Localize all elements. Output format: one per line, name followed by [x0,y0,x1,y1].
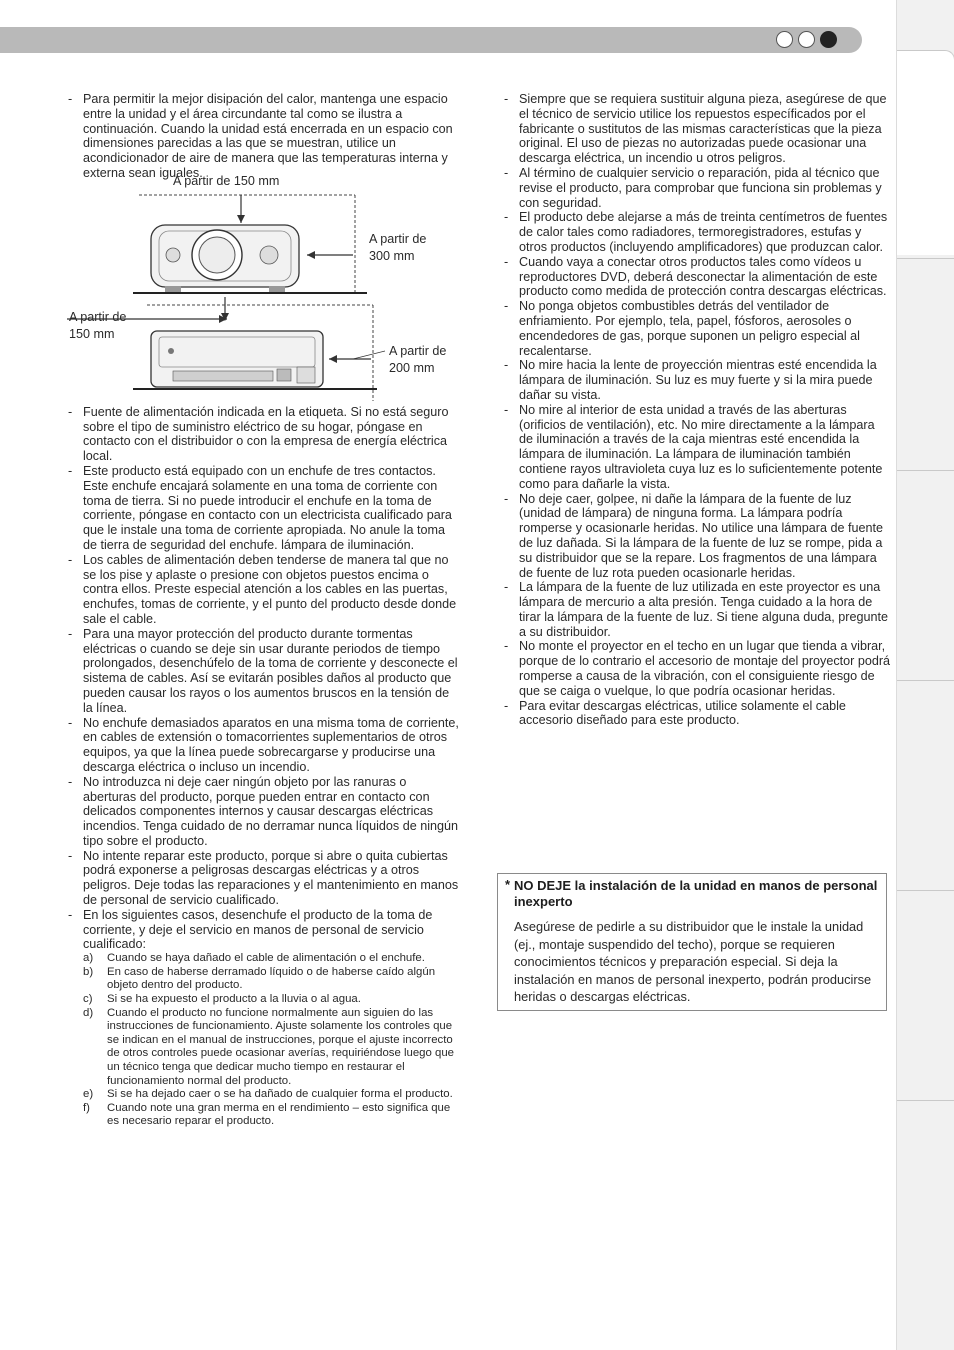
sub-text: Cuando se haya dañado el cable de alimentación o el enchufe. [107,952,425,965]
chapter-tab-5[interactable] [897,890,954,1098]
sub-text: Si se ha expuesto el producto a la lluvia o al agua. [107,993,361,1006]
list-item: - No mire hacia la lente de proyección mientras esté encendida la lámpara de iluminación. Su luz es muy fuerte y si la mira puede dañar su vista. [503,358,891,402]
sub-marker: e) [83,1088,94,1101]
notice-star: * [505,877,511,892]
list-item: - Cuando vaya a conectar otros productos tales como vídeos u reproductores DVD, deberá desconectar la alimentación de este producto como medida de protección contra descargas eléctricas. [503,255,891,299]
list-item: - Para evitar descargas eléctricas, utilice solamente el cable accesorio diseñado para este producto. [503,699,891,729]
service-cases-list [67,952,461,1129]
safety-list-left [67,405,461,952]
chapter-tab-1[interactable] [897,50,954,255]
clearance-diagram [67,173,461,403]
right-column [503,92,891,728]
chapter-tab-2[interactable] [897,258,954,468]
label-side-clearance-line1: A partir de [369,231,427,246]
sub-list-item [83,1007,461,1089]
sub-marker: f) [83,1101,90,1114]
indicator-dot-3-active [820,31,837,48]
chapter-tab-6[interactable] [897,1100,954,1310]
intro-list [67,92,461,181]
header-bar [0,27,862,53]
list-item: - Fuente de alimentación indicada en la etiqueta. Si no está seguro sobre el tipo de suministro eléctrico de su hogar, póngase en contacto con el distribuidor o con la empresa de energía eléctrica local. [67,405,461,464]
indicator-dot-2 [798,31,815,48]
sub-marker: a) [83,952,94,965]
list-item: - No enchufe demasiados aparatos en una misma toma de corriente, en cables de extensión o tomacorrientes suplementarios de otros equipos, ya que la línea puede sobrecargarse y producirse una descarga eléctrica o incluso un incendio. [67,716,461,775]
intro-item: - Para permitir la mejor disipación del calor, mantenga une espacio entre la unidad y el área circundante tal como se ilustra a continuación. Cuando la unidad está encerrada en un espacio con dimensiones parecidas a las que se muestran, utilice un acondicionador de aire de manera que las temperaturas interna y externa sean iguales. [67,92,461,181]
sub-list-item [83,1088,461,1102]
list-item: - Siempre que se requiera sustituir alguna pieza, asegúrese de que el técnico de servicio utilice los repuestos específicados por el fabricante o sustitutos de las mismas características que la pieza original. El uso de piezas no autorizadas puede ocasionar una descarga eléctrica, un incendio u otros peligros. [503,92,891,166]
sub-text: En caso de haberse derramado líquido o de haberse caído algún objeto dentro del producto. [107,965,436,992]
list-item: - En los siguientes casos, desenchufe el producto de la toma de corriente, y deje el servicio en manos de personal de servicio cualificado: [67,908,461,952]
sub-list-item [83,952,461,966]
list-item: - Al término de cualquier servicio o reparación, pida al técnico que revise el producto, para comprobar que funciona sin problemas y con seguridad. [503,166,891,210]
notice-body: Asegúrese de pedirle a su distribuidor que le instale la unidad (ej., montaje suspendido del techo), porque se requieren conocimientos técnicos y preparación especial. Si deja la instalación en manos de personal inexperto, podrán producirse heridas o descargas eléctricas. [514,919,872,1005]
indicator-dot-1 [776,31,793,48]
left-column [67,92,461,1129]
label-top-clearance: A partir de 150 mm [173,173,280,188]
chapter-tab-3[interactable] [897,470,954,678]
list-item: - No deje caer, golpee, ni dañe la lámpara de la fuente de luz (unidad de lámpara) de ninguna forma. La lámpara podría romperse y ocasionarle heridas. No utilice una lámpara de fuente de luz dañada. Si la lámpara de la fuente de luz se rompe, pida a su distribuidor que se la repare. Los fragmentos de una lámpara de fuente de luz rota pueden ocasionarle heridas. [503,492,891,581]
sub-list-item [83,993,461,1007]
sub-text: Si se ha dejado caer o se ha dañado de cualquier forma el producto. [107,1088,453,1101]
list-item: - Los cables de alimentación deben tenderse de manera tal que no se los pise y aplaste o presione con objetos puestos encima o contra ellos. Preste especial atención a los cables en las puertas, enchufes, tomas de corriente, y el punto del producto desde donde sale el cable. [67,553,461,627]
list-item: - La lámpara de la fuente de luz utilizada en este proyector es una lámpara de mercurio a alta presión. Tenga cuidado a la hora de tirar la lámpara de la fuente de luz. Si tiene alguna duda, pregunte a su distribuidor. [503,580,891,639]
label-left-clearance-line1: A partir de [69,309,127,324]
list-item: - No monte el proyector en el techo en un lugar que tienda a vibrar, porque de lo contrario el accesorio de montaje del proyector podrá romperse a causa de la vibración, con el consiguiente riesgo de que se caiga o vuelque, lo que podría ocasionar heridas. [503,639,891,698]
chapter-tab-4[interactable] [897,680,954,888]
label-rear-clearance-line1: A partir de [389,343,447,358]
list-item: - No ponga objetos combustibles detrás del ventilador de enfriamiento. Por ejemplo, tela, papel, fósforos, aerosoles o encendedores de gas, porque suponen un peligro especial al recalentarse. [503,299,891,358]
sub-marker: b) [83,965,94,978]
list-item: - No intente reparar este producto, porque si abre o quita cubiertas podrá exponerse a peligrosas descargas eléctricas y a otros peligros. Deje todas las reparaciones y el mantenimiento en manos de personal de servicio cualificado. [67,849,461,908]
list-item: - No mire al interior de esta unidad a través de las aberturas (orificios de ventilación), etc. No mire directamente a la lámpara de iluminación a través de la caja mientras esté encendida la lámpara de iluminación. La lámpara de iluminación también contiene rayos ultravioleta cuya luz es lo suficientemente potente como para dañarle la vista. [503,403,891,492]
sub-list-item [83,966,461,993]
sub-marker: d) [83,1006,94,1019]
notice-title [505,878,878,910]
chapter-tab-strip [896,0,954,1350]
label-side-clearance-line2: 300 mm [369,248,415,263]
safety-list-right [503,92,891,728]
label-rear-clearance-line2: 200 mm [389,360,435,375]
page-indicator [776,31,837,48]
notice-title-text: NO DEJE la instalación de la unidad en manos de personal inexperto [514,878,878,909]
list-item: - Este producto está equipado con un enchufe de tres contactos. Este enchufe encajará solamente en una toma de corriente con toma de tierra. Si no puede introducir el enchufe en la toma de corriente, póngase en contacto con un electricista cualificado para que le instale una toma de corriente apropiada. No anule la toma de tierra de seguridad del enchufe. lámpara de iluminación. [67,464,461,553]
list-item: - El producto debe alejarse a más de treinta centímetros de fuentes de calor tales como radiadores, termoregistradores, estufas y otros productos (incluyendo amplificadores) que produzcan calor. [503,210,891,254]
sub-marker: c) [83,993,93,1006]
installation-notice-box [497,873,887,1011]
list-item: - Para una mayor protección del producto durante tormentas eléctricas o cuando se deje sin usar durante periodos de tiempo prolongados, desenchúfelo de la toma de corriente y desconecte el sistema de cables. Así se evitarán posibles daños al producto que pueden causar los rayos o los aumentos bruscos en la tensión de la línea. [67,627,461,716]
sub-text: Cuando note una gran merma en el rendimiento – esto significa que es necesario reparar el producto. [107,1101,451,1128]
sub-text: Cuando el producto no funcione normalmente aun siguien do las instrucciones de funcionamiento. Ajuste solamente los controles que se indican en el manual de instrucciones, porque el ajuste incorrecto de otros controles puede ocasionar averías, requiriéndose luego que un técnico tenga que dedicar mucho tiempo en restaurar el funcionamiento normal del producto. [107,1006,455,1087]
label-left-clearance-line2: 150 mm [69,326,115,341]
list-item: - No introduzca ni deje caer ningún objeto por las ranuras o aberturas del producto, porque pueden entrar en contacto con delicados componentes internos y causar descargas eléctricas incendios. Tenga cuidado de no derramar nunca líquidos de ningún tipo sobre el producto. [67,775,461,849]
sub-list-item [83,1102,461,1129]
